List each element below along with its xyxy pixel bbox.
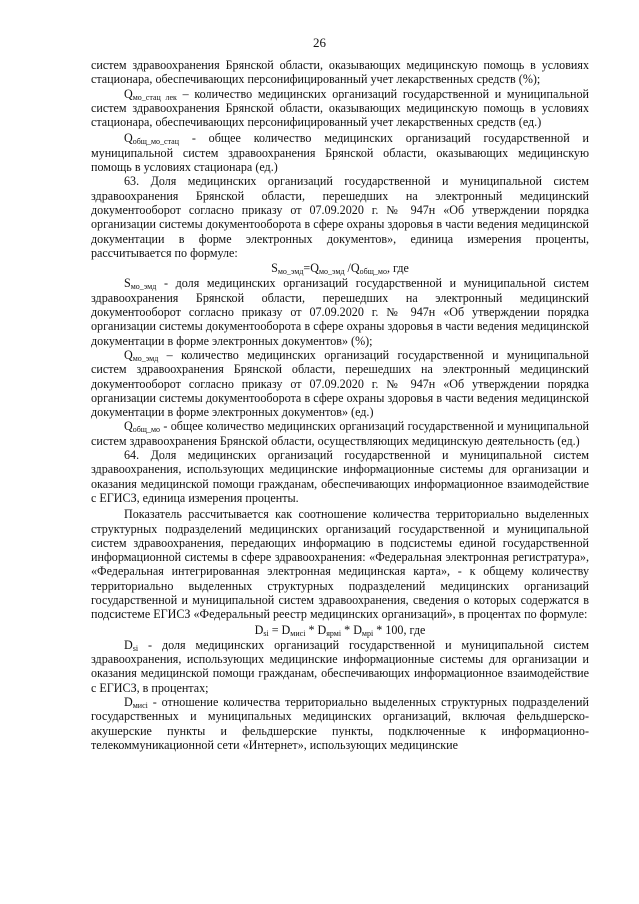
indicator-64-calculation-paragraph: Показатель рассчитывается как соотношение количества территориально выделенных структурных подразделений медицинских организаций государственной и муниципальной систем здравоохранения, передающих информацию в подсистемы единой государственной информационной системы в сфере здравоохранения: «Федеральная электронная регистратура», «Федеральная интегрированная электронная медицинская карта», - к общему количеству территориально выделенных структурных подразделений медицинских организаций государственной и муниципальной систем здравоохранения, сведения о которых содержатся в подсистеме ЕГИСЗ «Федеральный реестр медицинских организаций», в процентах по формуле: [91,507,589,622]
symbol-subscript: si [132,643,139,653]
symbol-subscript: мисi [132,701,148,711]
paragraph-continuation: систем здравоохранения Брянской области, оказывающих медицинскую помощь в условиях стационара, обеспечивающих персонифицированный учет лекарственных средств (%); [91,58,589,87]
symbol-subscript: мо_эмд [130,282,157,292]
definition-text: – количество медицинских организаций государственной и муниципальной систем здравоохранения Брянской области, оказывающих медицинскую помощь в условиях стационара, обеспечивающих персонифицированный учет лекарственных средств (ед.) [91,86,590,130]
definition-text: - отношение количества территориально выделенных структурных подразделений государственных и муниципальных медицинских организаций, включая фельдшерско-акушерские пункты и фельдшерские пункты, подключенные к информационно-телекоммуникационной сети «Интернет», использующих медицинские [91,695,589,752]
definition-text: - доля медицинских организаций государственной и муниципальной систем здравоохранения Брянской области, перешедших на электронный медицинский документооборот согласно приказу от 07.09.2020 г. № 947н «Об утверждении порядка организации системы документооборота в сфере охраны здоровья в части ведения медицинской документации в форме электронных документов» (%); [91,276,589,348]
symbol-subscript: мо_стац лек [132,92,177,102]
symbol: Q [124,86,133,101]
definition-text: - общее количество медицинских организаций государственной и муниципальной систем здравоохранения Брянской области, оказывающих медицинскую помощь в условиях стационара (ед.) [91,131,589,175]
definition-q-mo-stac-lek [91,87,589,130]
definition-q-obsh-mo [91,419,589,448]
formula-d-si: $D_{si} = D_{мисi} * D_{ярмi} * D_{мрi} * 100$, где [254,622,426,638]
indicator-64-paragraph: 64. Доля медицинских организаций государственной и муниципальной систем здравоохранения, использующих медицинские информационные системы для организации и оказания медицинской помощи гражданам, обеспечивающих информационное взаимодействие с ЕГИСЗ, единица измерения проценты. [91,448,589,505]
definition-text: – количество медицинских организаций государственной и муниципальной систем здравоохранения Брянской области, перешедших на электронный медицинский документооборот согласно приказу от 07.09.2020 г. № 947н «Об утверждении порядка организации системы документооборота в сфере охраны здоровья в части ведения медицинской документации в форме электронных документов» (ед.) [91,347,589,420]
symbol: D [124,695,133,710]
definition-q-mo-emd [91,348,589,419]
definition-text: - доля медицинских организаций государственной и муниципальной систем здравоохранения, использующих медицинские информационные системы для организации и оказания медицинской помощи гражданам, обеспечивающих информационное взаимодействие с ЕГИСЗ, в процентах; [91,637,589,695]
symbol-subscript: общ_мо [132,425,161,435]
symbol: Q [124,347,133,362]
document-body [91,58,589,752]
symbol: S [124,276,131,291]
symbol: Q [124,419,133,434]
symbol: Q [124,131,133,146]
page-number: 26 [313,35,326,50]
symbol-subscript: мо_эмд [132,353,159,363]
definition-q-obsh-mo-stac [91,131,589,174]
symbol-subscript: общ_мо_стац [132,137,180,147]
definition-s-mo-emd [91,276,589,347]
symbol: D [124,637,133,652]
definition-d-si [91,638,589,695]
definition-d-misi [91,695,589,752]
formula-s-mo-emd: $S_{мо\_эмд}=Q_{мо\_эмд}$ $/Q_{общ\_мо}$, где [271,261,409,277]
definition-text: - общее количество медицинских организаций государственной и муниципальной систем здравоохранения Брянской области, осуществляющих медицинскую деятельность (ед.) [91,419,589,448]
indicator-63-paragraph: 63. Доля медицинских организаций государственной и муниципальной систем здравоохранения Брянской области, перешедших на электронный медицинский документооборот согласно приказу от 07.09.2020 г. № 947н «Об утверждении порядка организации системы документооборота в сфере охраны здоровья в части ведения медицинской документации в форме электронных документов», единица измерения проценты, рассчитывается по формуле: [91,174,589,260]
